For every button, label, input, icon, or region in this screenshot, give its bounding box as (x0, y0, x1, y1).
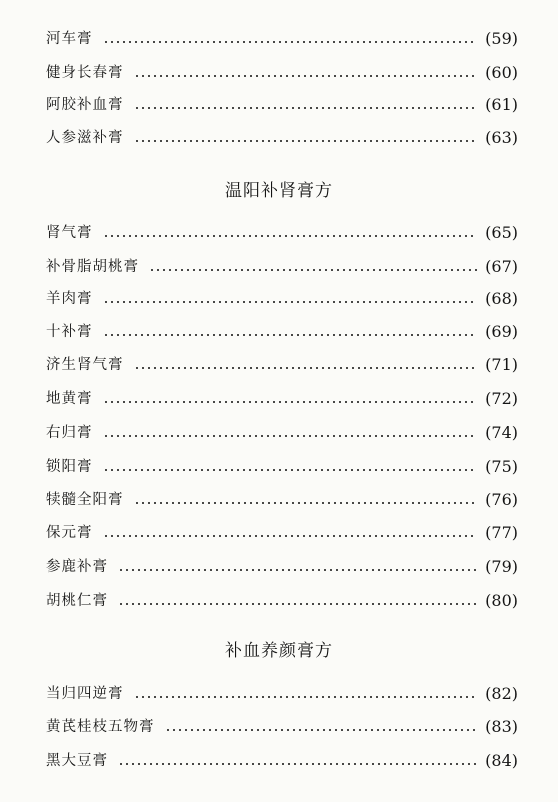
leader-dots (118, 603, 477, 605)
toc-entry[interactable] (46, 456, 518, 478)
leader-dots (103, 435, 478, 437)
leader-dots (134, 75, 478, 77)
entry-page-number: (80) (485, 591, 518, 610)
entry-title: 犊髓全阳膏 (46, 492, 124, 508)
entry-page-number: (83) (485, 717, 518, 736)
entry-page-number: (67) (485, 257, 518, 276)
entry-title: 当归四逆膏 (46, 686, 124, 702)
entry-page-number: (61) (485, 95, 518, 114)
entry-title: 羊肉膏 (46, 291, 93, 307)
leader-dots (118, 569, 477, 571)
toc-entry[interactable] (46, 750, 518, 772)
section-heading: 温阳补肾膏方 (225, 181, 333, 201)
entry-title: 肾气膏 (46, 225, 93, 241)
toc-entry[interactable] (46, 590, 518, 612)
entry-title: 补骨脂胡桃膏 (46, 259, 139, 275)
toc-entry[interactable] (46, 256, 518, 278)
toc-entry[interactable] (46, 422, 518, 444)
leader-dots (134, 696, 478, 698)
entry-title: 锁阳膏 (46, 459, 93, 475)
entry-title: 健身长春膏 (46, 65, 124, 81)
entry-page-number: (82) (485, 684, 518, 703)
entry-page-number: (72) (485, 389, 518, 408)
entry-title: 人参滋补膏 (46, 130, 124, 146)
leader-dots (103, 41, 478, 43)
entry-title: 右归膏 (46, 425, 93, 441)
entry-title: 参鹿补膏 (46, 559, 108, 575)
entry-page-number: (76) (485, 490, 518, 509)
leader-dots (103, 301, 478, 303)
entry-page-number: (65) (485, 223, 518, 242)
leader-dots (103, 401, 478, 403)
toc-entry[interactable] (46, 28, 518, 50)
entry-title: 黄芪桂枝五物膏 (46, 719, 155, 735)
leader-dots (103, 334, 478, 336)
toc-entry[interactable] (46, 716, 518, 738)
entry-page-number: (60) (485, 63, 518, 82)
toc-entry[interactable] (46, 222, 518, 244)
entry-page-number: (71) (485, 355, 518, 374)
entry-page-number: (69) (485, 322, 518, 341)
toc-entry[interactable] (46, 62, 518, 84)
entry-title: 阿胶补血膏 (46, 97, 124, 113)
leader-dots (134, 107, 478, 109)
leader-dots (149, 269, 477, 271)
toc-entry[interactable] (46, 683, 518, 705)
entry-page-number: (68) (485, 289, 518, 308)
toc-entry[interactable] (46, 94, 518, 116)
leader-dots (103, 535, 478, 537)
entry-title: 河车膏 (46, 31, 93, 47)
entry-page-number: (59) (485, 29, 518, 48)
toc-entry[interactable] (46, 489, 518, 511)
entry-page-number: (77) (485, 523, 518, 542)
section-heading: 补血养颜膏方 (225, 641, 333, 661)
toc-entry[interactable] (46, 321, 518, 343)
entry-page-number: (63) (485, 128, 518, 147)
leader-dots (134, 502, 478, 504)
toc-entry[interactable] (46, 354, 518, 376)
entry-title: 黑大豆膏 (46, 753, 108, 769)
entry-page-number: (74) (485, 423, 518, 442)
entry-page-number: (84) (485, 751, 518, 770)
entry-title: 十补膏 (46, 324, 93, 340)
leader-dots (118, 763, 477, 765)
leader-dots (134, 367, 478, 369)
leader-dots (134, 140, 478, 142)
leader-dots (103, 235, 478, 237)
toc-entry[interactable] (46, 388, 518, 410)
toc-entry[interactable] (46, 522, 518, 544)
toc-entry[interactable] (46, 556, 518, 578)
leader-dots (103, 469, 478, 471)
leader-dots (165, 729, 478, 731)
toc-entry[interactable] (46, 288, 518, 310)
entry-page-number: (79) (485, 557, 518, 576)
entry-title: 保元膏 (46, 525, 93, 541)
entry-title: 胡桃仁膏 (46, 593, 108, 609)
entry-title: 济生肾气膏 (46, 357, 124, 373)
entry-title: 地黄膏 (46, 391, 93, 407)
toc-entry[interactable] (46, 127, 518, 149)
entry-page-number: (75) (485, 457, 518, 476)
